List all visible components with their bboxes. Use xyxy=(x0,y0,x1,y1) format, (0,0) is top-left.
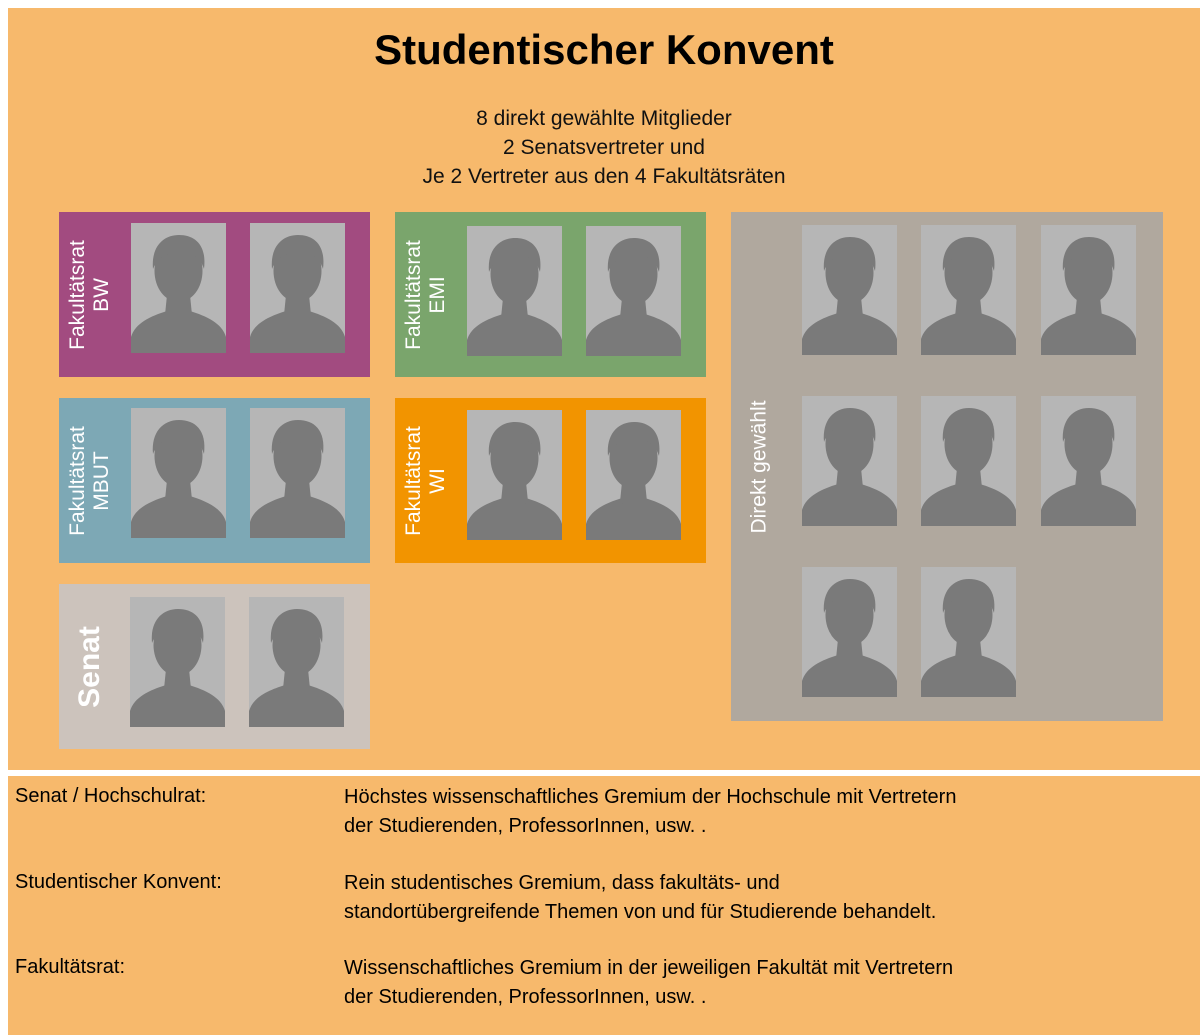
subtitle xyxy=(8,104,1200,191)
member-photo-placeholder xyxy=(921,225,1016,355)
group-label-line: Fakultätsrat xyxy=(66,425,89,536)
member-photo-placeholder xyxy=(467,410,562,540)
group-label-line: Direkt gewählt xyxy=(748,399,771,534)
page-title: Studentischer Konvent xyxy=(374,26,834,73)
group-label xyxy=(59,584,121,749)
member-photo-placeholder xyxy=(467,226,562,356)
group-fakultaetsrat-wi xyxy=(395,398,706,563)
group-label-line: Fakultätsrat xyxy=(402,425,425,536)
group-label xyxy=(59,212,121,377)
member-photo-placeholder xyxy=(586,226,681,356)
group-label-line: MBUT xyxy=(90,450,113,511)
group-label xyxy=(731,212,789,721)
group-label-line: WI xyxy=(426,467,449,494)
group-direkt-gewaehlt xyxy=(731,212,1163,721)
member-photo-placeholder xyxy=(131,223,226,353)
member-photo-placeholder xyxy=(250,223,345,353)
legend-definition-line: standortübergreifende Themen von und für Studierende behandelt. xyxy=(344,901,937,923)
legend-term-konvent: Studentischer Konvent: xyxy=(15,871,222,893)
group-label-line: Fakultätsrat xyxy=(402,239,425,350)
member-photo-placeholder xyxy=(249,597,344,727)
group-label-line: BW xyxy=(90,277,113,312)
legend-definition-line: Rein studentisches Gremium, dass fakultäts- und xyxy=(344,872,780,894)
group-label xyxy=(395,212,457,377)
legend-term-senat: Senat / Hochschulrat: xyxy=(15,785,207,807)
legend-panel xyxy=(8,776,1200,1035)
group-label-line: Fakultätsrat xyxy=(66,239,89,350)
legend-definition-line: Wissenschaftliches Gremium in der jeweiligen Fakultät mit Vertretern xyxy=(344,957,954,979)
legend-definition-senat xyxy=(344,783,1164,841)
group-label-line: EMI xyxy=(426,275,449,314)
konvent-panel xyxy=(8,8,1200,770)
legend-definition-line: Höchstes wissenschaftliches Gremium der Hochschule mit Vertretern xyxy=(344,786,957,808)
group-label xyxy=(395,398,457,563)
group-fakultaetsrat-mbut xyxy=(59,398,370,563)
legend-definition-fakultaetsrat xyxy=(344,954,1164,1012)
group-fakultaetsrat-bw xyxy=(59,212,370,377)
member-photo-placeholder xyxy=(1041,396,1136,526)
group-label xyxy=(59,398,121,563)
legend-definition-line: der Studierenden, ProfessorInnen, usw. . xyxy=(344,815,707,837)
member-photo-placeholder xyxy=(250,408,345,538)
member-photo-placeholder xyxy=(130,597,225,727)
member-photo-placeholder xyxy=(921,567,1016,697)
subtitle-line: 2 Senatsvertreter und xyxy=(503,136,705,159)
legend-definition-konvent xyxy=(344,869,1164,927)
member-photo-placeholder xyxy=(131,408,226,538)
subtitle-line: Je 2 Vertreter aus den 4 Fakultätsräten xyxy=(422,165,786,188)
member-photo-placeholder xyxy=(921,396,1016,526)
member-photo-placeholder xyxy=(802,225,897,355)
member-photo-placeholder xyxy=(802,567,897,697)
member-photo-placeholder xyxy=(586,410,681,540)
group-senat xyxy=(59,584,370,749)
group-fakultaetsrat-emi xyxy=(395,212,706,377)
legend-definition-line: der Studierenden, ProfessorInnen, usw. . xyxy=(344,986,707,1008)
member-photo-placeholder xyxy=(1041,225,1136,355)
legend-term-fakultaetsrat: Fakultätsrat: xyxy=(15,956,126,978)
member-photo-placeholder xyxy=(802,396,897,526)
group-label-line: Senat xyxy=(73,625,107,708)
subtitle-line: 8 direkt gewählte Mitglieder xyxy=(476,107,732,130)
